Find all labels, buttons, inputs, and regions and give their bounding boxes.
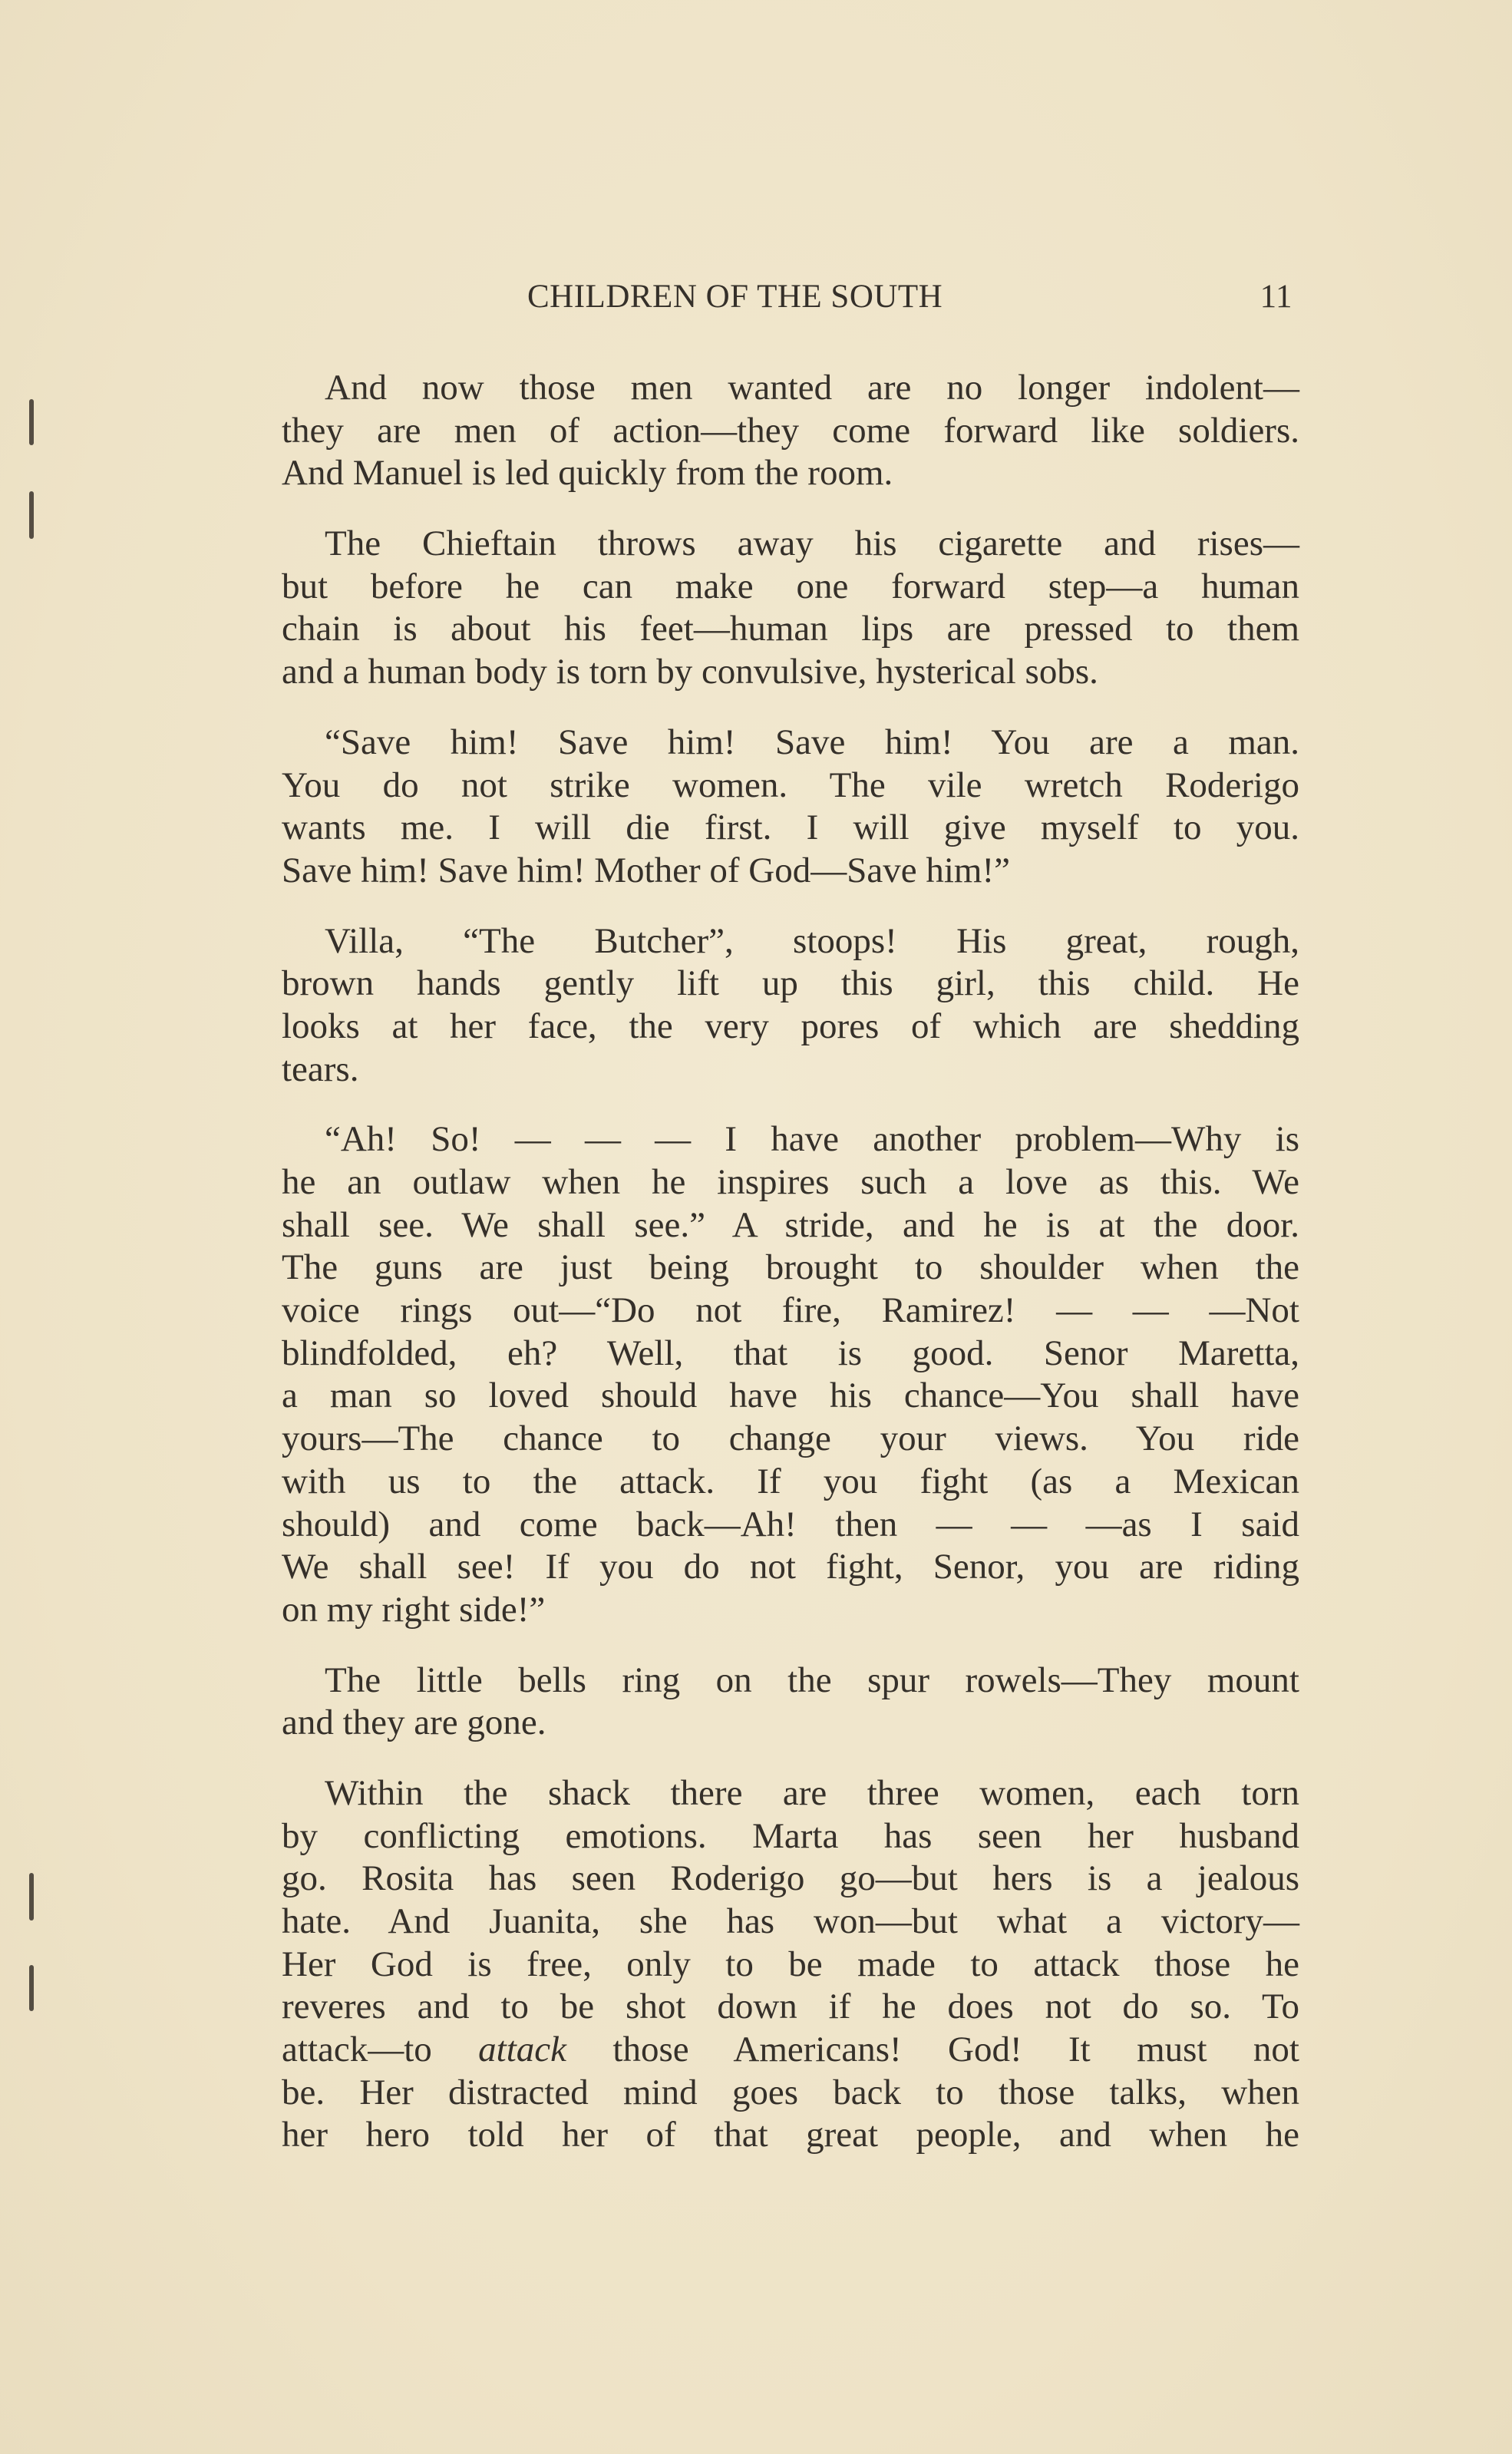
text-line: go. Rosita has seen Roderigo go—but hers is a jealous [282,1858,1299,1899]
text-line: blindfolded, eh? Well, that is good. Senor Maretta, [282,1333,1299,1373]
text-line: We shall see! If you do not fight, Senor, you are riding [282,1547,1299,1587]
text-line: The Chieftain throws away his cigarette and rises— [325,523,1299,564]
emphasized-word: attack [478,2030,566,2070]
text-line: wants me. I will die first. I will give myself to you. [282,808,1299,848]
text-line [282,2029,1299,2072]
paragraph [282,1772,1299,2157]
text-line: should) and come back—Ah! then — — —as I said [282,1504,1299,1544]
text-line: and a human body is torn by convulsive, hysterical sobs. [282,652,1098,692]
text-line: tears. [282,1049,359,1089]
paragraph [282,523,1299,694]
text-line: “Save him! Save him! Save him! You are a man. [325,722,1299,762]
text-line: voice rings out—“Do not fire, Ramirez! — — —Not [282,1290,1299,1331]
text-line: looks at her face, the very pores of which are shedding [282,1006,1299,1046]
text-line: reveres and to be shot down if he does not do so. To [282,1987,1299,2027]
text-line: her hero told her of that great people, and when he [282,2115,1299,2155]
text-line: shall see. We shall see.” A stride, and he is at the door. [282,1204,1299,1245]
text-line: Villa, “The Butcher”, stoops! His great, rough, [325,920,1299,961]
text-line: Save him! Save him! Mother of God—Save him!” [282,850,1010,890]
text-line: The little bells ring on the spur rowels—They mount [325,1660,1299,1700]
text-line: chain is about his feet—human lips are pressed to them [282,609,1299,649]
body-text [282,367,1299,2157]
paragraph [282,1660,1299,1745]
text-segment: attack—to [282,2030,479,2070]
text-line: The guns are just being brought to shoulder when the [282,1247,1299,1288]
running-title: CHILDREN OF THE SOUTH [527,279,943,315]
paragraph [282,367,1299,495]
paragraph [282,920,1299,1092]
text-line: by conflicting emotions. Marta has seen her husband [282,1815,1299,1856]
text-line: but before he can make one forward step—a human [282,566,1299,606]
margin-mark [29,1873,34,1921]
margin-mark [29,1965,34,2011]
text-line: yours—The chance to change your views. You ride [282,1419,1299,1459]
text-line: And now those men wanted are no longer indolent— [325,368,1299,408]
text-line: a man so loved should have his chance—You shall have [282,1376,1299,1416]
margin-mark [29,399,34,445]
running-header [527,278,1299,324]
page-number: 11 [1259,279,1292,315]
text-line: be. Her distracted mind goes back to those talks, when [282,2072,1299,2112]
text-line: “Ah! So! — — — I have another problem—Why is [325,1119,1299,1160]
text-segment: those Americans! God! It must not [566,2030,1299,2070]
text-line: hate. And Juanita, she has won—but what a victory— [282,1901,1299,1941]
margin-mark [29,491,34,539]
text-line: And Manuel is led quickly from the room. [282,453,893,494]
text-line: with us to the attack. If you fight (as a Mexican [282,1461,1299,1501]
text-line: You do not strike women. The vile wretch Roderigo [282,765,1299,805]
text-line: they are men of action—they come forward like soldiers. [282,410,1299,451]
text-line: and they are gone. [282,1703,546,1743]
text-line: on my right side!” [282,1589,546,1630]
paragraph [282,1118,1299,1631]
text-line: Her God is free, only to be made to attack those he [282,1944,1299,1984]
text-line: brown hands gently lift up this girl, this child. He [282,963,1299,1004]
text-line: Within the shack there are three women, each torn [325,1772,1299,1813]
text-line: he an outlaw when he inspires such a love as this. We [282,1162,1299,1202]
paragraph [282,722,1299,893]
